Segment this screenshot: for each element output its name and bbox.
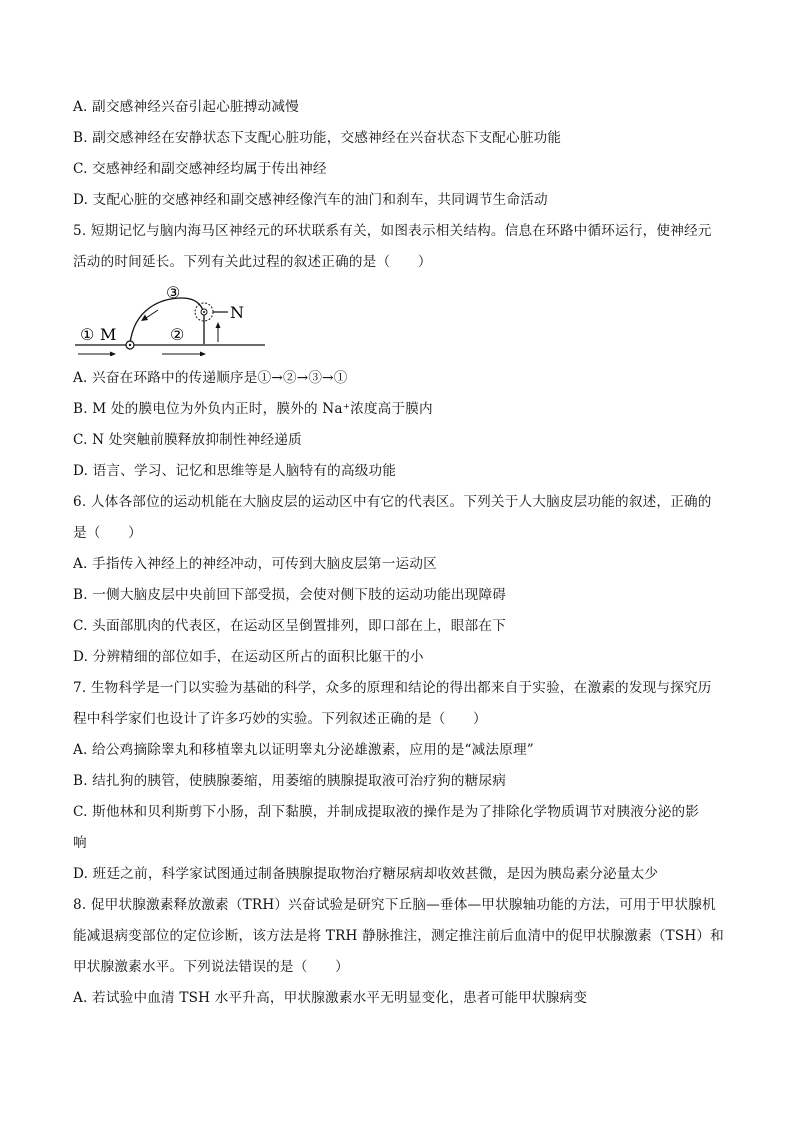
q6-option-b: B. 一侧大脑皮层中央前回下部受损，会使对侧下肢的运动功能出现障碍 (73, 587, 507, 603)
neuron-loop-diagram (70, 278, 275, 356)
q7-option-b: B. 结扎狗的胰管，使胰腺萎缩，用萎缩的胰腺提取液可治疗狗的糖尿病 (73, 773, 507, 789)
arrow-icon (110, 352, 116, 357)
q6-option-a: A. 手指传入神经上的神经冲动，可传到大脑皮层第一运动区 (73, 556, 437, 572)
q4-option-d: D. 支配心脏的交感神经和副交感神经像汽车的油门和刹车，共同调节生命活动 (73, 192, 548, 208)
q7-option-a: A. 给公鸡摘除睾丸和移植睾丸以证明睾丸分泌雄激素，应用的是“减法原理” (73, 742, 534, 758)
q4-option-b: B. 副交感神经在安静状态下支配心脏功能，交感神经在兴奋状态下支配心脏功能 (73, 130, 562, 146)
q4-option-c: C. 交感神经和副交感神经均属于传出神经 (73, 161, 327, 177)
q8-stem-line-3: 甲状腺激素水平。下列说法错误的是（ ） (73, 959, 349, 975)
q6-stem-line-1: 6. 人体各部位的运动机能在大脑皮层的运动区中有它的代表区。下列关于人大脑皮层功能的叙述，正确的 (73, 494, 712, 510)
q6-stem-line-2: 是（ ） (73, 525, 142, 541)
q5-stem-line-2: 活动的时间延长。下列有关此过程的叙述正确的是（ ） (73, 254, 432, 270)
q5-option-a: A. 兴奋在环路中的传递顺序是①→②→③→① (73, 370, 348, 386)
label-2: ② (170, 325, 185, 344)
q6-option-d: D. 分辨精细的部位如手，在运动区所占的面积比躯干的小 (73, 649, 424, 665)
loop-neuron (130, 298, 204, 344)
q7-stem-line-1: 7. 生物科学是一门以实验为基础的科学，众多的原理和结论的得出都来自于实验，在激素的发现与探究历 (73, 680, 712, 696)
q7-option-c-cont: 响 (73, 835, 87, 851)
label-1: ① (80, 325, 95, 344)
arrow-icon (216, 322, 221, 328)
q7-stem-line-2: 程中科学家们也设计了许多巧妙的实验。下列叙述正确的是（ ） (73, 711, 487, 727)
q4-option-a: A. 副交感神经兴奋引起心脏搏动减慢 (73, 99, 299, 115)
q5-stem-line-1: 5. 短期记忆与脑内海马区神经元的环状联系有关，如图表示相关结构。信息在环路中循环运行，使神经元 (73, 223, 712, 239)
q8-option-a: A. 若试验中血清 TSH 水平升高，甲状腺激素水平无明显变化，患者可能甲状腺病变 (73, 990, 588, 1006)
label-n: N (230, 303, 244, 322)
q7-option-d: D. 班廷之前，科学家试图通过制备胰腺提取物治疗糖尿病却收效甚微，是因为胰岛素分泌量太少 (73, 866, 659, 882)
label-m: M (100, 325, 117, 344)
q6-option-c: C. 头面部肌肉的代表区，在运动区呈倒置排列，即口部在上，眼部在下 (73, 618, 506, 634)
q5-option-d: D. 语言、学习、记忆和思维等是人脑特有的高级功能 (73, 463, 397, 479)
label-3: ③ (166, 283, 181, 302)
q5-option-c: C. N 处突触前膜释放抑制性神经递质 (73, 432, 302, 448)
q5-option-b: B. M 处的膜电位为外负内正时，膜外的 Na⁺浓度高于膜内 (73, 401, 433, 417)
q7-option-c: C. 斯他林和贝利斯剪下小肠，刮下黏膜，并制成提取液的操作是为了排除化学物质调节对胰液分泌的影 (73, 804, 700, 820)
q8-stem-line-1: 8. 促甲状腺激素释放激素（TRH）兴奋试验是研究下丘脑—垂体—甲状腺轴功能的方法，可用于甲状腺机 (73, 897, 716, 913)
arrow-icon (200, 352, 206, 357)
q8-stem-line-2: 能减退病变部位的定位诊断，该方法是将 TRH 静脉推注，测定推注前后血清中的促甲状腺激素（TSH）和 (73, 928, 724, 944)
